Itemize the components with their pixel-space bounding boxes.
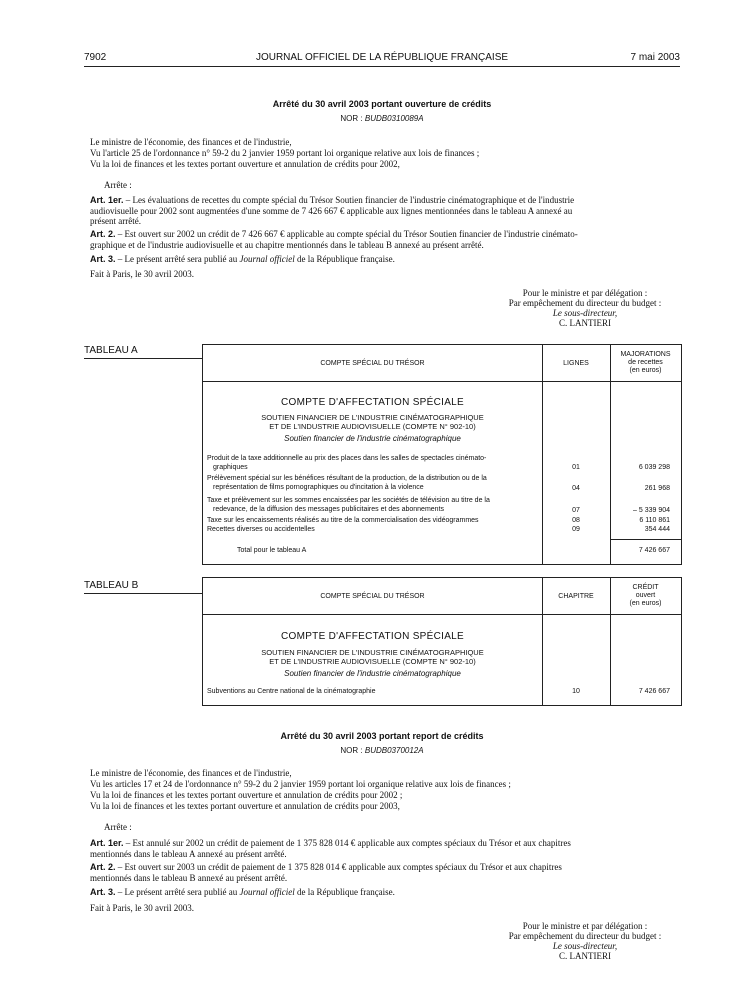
table-cell-ligne: 01 — [572, 464, 580, 471]
table-cell-amount: 7 426 667 — [638, 688, 670, 695]
table-cell-ligne: 07 — [572, 507, 580, 514]
table-row: Recettes diverses ou accidentelles — [207, 526, 315, 533]
decree1-art1-line3: présent arrêté. — [90, 216, 141, 226]
decree1-minister: Le ministre de l'économie, des finances et de l'industrie, — [90, 137, 292, 147]
table-row: Taxe sur les encaissements réalisés au titre de la commercialisation des vidéogrammes — [207, 517, 479, 524]
table-cell-ligne: 09 — [572, 526, 580, 533]
table-cell-amount: 354 444 — [644, 526, 670, 533]
table-row: Produit de la taxe additionnelle au prix des places dans les salles de spectacles cinémato- graphiques — [207, 455, 487, 471]
decree1-art1: Art. 1er. – Les évaluations de recettes du compte spécial du Trésor Soutien financier de l'industrie cinématographique et de l'industrie — [90, 195, 575, 205]
table-a-heading: COMPTE D'AFFECTATION SPÉCIALE — [280, 397, 465, 408]
issue-date: 7 mai 2003 — [630, 52, 680, 63]
table-b-rule — [84, 593, 202, 594]
table-b-subtitle: Soutien financier de l'industrie cinématographique — [284, 669, 461, 678]
table-a-col-amount: MAJORATIONS de recettes (en euros) — [620, 351, 671, 374]
decree2-art2-line2: mentionnés dans le tableau B annexé au présent arrêté. — [90, 873, 288, 883]
table-cell-ligne: 08 — [572, 517, 580, 524]
decree2-arrete: Arrête : — [104, 822, 132, 832]
header-rule — [84, 66, 680, 67]
table-row: Subventions au Centre national de la cinématographie — [207, 688, 376, 695]
decree2-art2: Art. 2. – Est ouvert sur 2003 un crédit de paiement de 1 375 828 014 € applicable aux comptes spéciaux du Trésor et aux chapitres — [90, 862, 562, 872]
table-b-heading: COMPTE D'AFFECTATION SPÉCIALE — [280, 631, 465, 642]
decree1-art2-line2: graphique et de l'industrie audiovisuelle et au chapitre mentionnés dans le tableau B annexé au présent arrêté. — [90, 240, 484, 250]
decree2-title: Arrêté du 30 avril 2003 portant report de crédits — [280, 731, 484, 741]
decree2-art1-line2: mentionnés dans le tableau A annexé au présent arrêté. — [90, 849, 287, 859]
table-b-label: TABLEAU B — [84, 580, 139, 591]
decree1-art2: Art. 2. – Est ouvert sur 2002 un crédit de 7 426 667 € applicable au compte spécial du Trésor Soutien financier de l'industrie cinémato- — [90, 229, 578, 239]
decree2-vu1: Vu les articles 17 et 24 de l'ordonnance n° 59-2 du 2 janvier 1959 portant loi organique relative aux lois de finances ; — [90, 779, 511, 789]
journal-title: JOURNAL OFFICIEL DE LA RÉPUBLIQUE FRANÇAISE — [255, 52, 509, 63]
table-a-col-lines: LIGNES — [563, 360, 589, 367]
decree1-vu1: Vu l'article 25 de l'ordonnance n° 59-2 du 2 janvier 1959 portant loi organique relative aux lois de finances ; — [90, 148, 480, 158]
decree1-done: Fait à Paris, le 30 avril 2003. — [90, 269, 194, 279]
table-a — [202, 344, 682, 565]
decree2-done: Fait à Paris, le 30 avril 2003. — [90, 903, 194, 913]
table-a-label: TABLEAU A — [84, 345, 138, 356]
table-b-col-amount: CRÉDIT ouvert (en euros) — [629, 584, 662, 607]
decree2-minister: Le ministre de l'économie, des finances et de l'industrie, — [90, 768, 292, 778]
table-a-subtitle: Soutien financier de l'industrie cinématographique — [284, 434, 461, 443]
decree1-signature: Pour le ministre et par délégation : Par empêchement du directeur du budget : Le sous-directeur, C. LANTIERI — [508, 288, 662, 328]
table-b-subheading: SOUTIEN FINANCIER DE L'INDUSTRIE CINÉMATOGRAPHIQUE ET DE L'INDUSTRIE AUDIOVISUELLE (COMPTE N° 902-10) — [261, 648, 484, 666]
table-row: Taxe et prélèvement sur les sommes encaissées par les sociétés de télévision au titre de la redevance, de la diffusion des messages publicitaires et des abonnements — [207, 497, 490, 513]
table-cell-amount: 6 110 861 — [639, 517, 670, 524]
decree1-art1-line2: audiovisuelle pour 2002 sont augmentées d'une somme de 7 426 667 € applicable aux lignes mentionnées dans le tableau A annexé au — [90, 206, 573, 216]
page-number: 7902 — [84, 52, 107, 63]
table-a-total-label: Total pour le tableau A — [237, 547, 307, 554]
decree1-arrete: Arrête : — [104, 180, 132, 190]
decree2-signature: Pour le ministre et par délégation : Par empêchement du directeur du budget : Le sous-directeur, C. LANTIERI — [508, 921, 662, 961]
table-a-total: 7 426 667 — [638, 547, 670, 554]
decree2-art1: Art. 1er. – Est annulé sur 2002 un crédit de paiement de 1 375 828 014 € applicable aux comptes spéciaux du Trésor et aux chapitres — [90, 838, 571, 848]
table-b-col-account: COMPTE SPÉCIAL DU TRÉSOR — [320, 593, 425, 600]
table-cell-ligne: 04 — [572, 485, 580, 492]
decree2-nor: NOR : BUDB0370012A — [340, 746, 424, 755]
table-a-subheading: SOUTIEN FINANCIER DE L'INDUSTRIE CINÉMATOGRAPHIQUE ET DE L'INDUSTRIE AUDIOVISUELLE (COMPTE N° 902-10) — [261, 413, 484, 431]
decree1-title: Arrêté du 30 avril 2003 portant ouverture de crédits — [272, 99, 492, 109]
decree2-art3: Art. 3. – Le présent arrêté sera publié au Journal officiel de la République française. — [90, 887, 395, 897]
decree2-vu2: Vu la loi de finances et les textes portant ouverture et annulation de crédits pour 2002 ; — [90, 790, 403, 800]
table-a-rule — [84, 358, 202, 359]
table-b — [202, 577, 682, 706]
decree1-art3: Art. 3. – Le présent arrêté sera publié au Journal officiel de la République française. — [90, 254, 395, 264]
decree2-vu3: Vu la loi de finances et les textes portant ouverture et annulation de crédits pour 2003, — [90, 801, 400, 811]
table-row: Prélèvement spécial sur les bénéfices résultant de la production, de la distribution ou de la représentation de films pornographiques ou d'incitation à la violence — [207, 475, 487, 491]
table-a-col-account: COMPTE SPÉCIAL DU TRÉSOR — [320, 360, 425, 367]
table-cell-chapitre: 10 — [572, 688, 580, 695]
table-cell-amount: – 5 339 904 — [633, 507, 670, 514]
table-cell-amount: 261 968 — [644, 485, 670, 492]
table-cell-amount: 6 039 298 — [638, 464, 670, 471]
page-header — [84, 52, 680, 66]
decree1-vu2: Vu la loi de finances et les textes portant ouverture et annulation de crédits pour 2002, — [90, 159, 400, 169]
table-b-col-chapter: CHAPITRE — [558, 593, 594, 600]
decree1-nor: NOR : BUDB0310089A — [340, 114, 424, 123]
